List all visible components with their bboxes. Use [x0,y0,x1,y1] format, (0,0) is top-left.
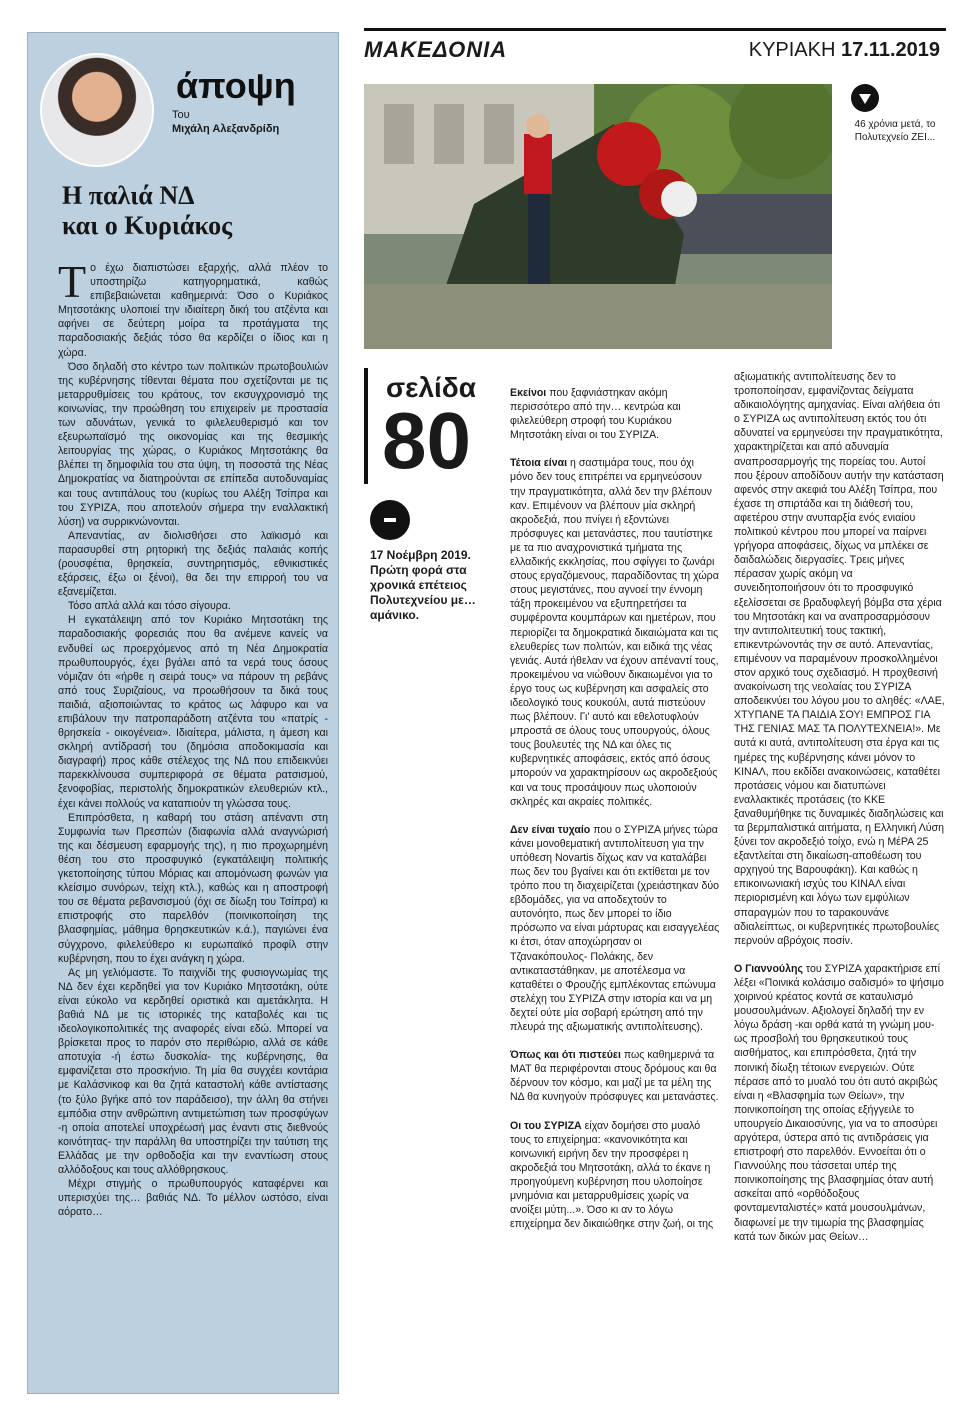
opinion-headline [62,181,332,241]
headline-line-2: και ο Κυριάκος [62,211,233,240]
paragraph-text: του ΣΥΡΙΖΑ χαρακτήρισε επί λέξει «Ποινικά κολάσιμο σαδισμό» το ψήσιμο χοιρινού κρέατος κοντά σε καταυλισμό μουσουλμάνων. Αξιολογεί δηλαδή την εν λόγω δράση -και ορθά κατά τη γνώμη μου- ως προσβολή του θρησκευτικού τους αισθήματος, και επιπρόσθετα, ζητά την ποινική δίωξη τέτοιων ενεργειών. Ούτε πέρασε από το μυαλό του ότι αυτό ακριβώς είναι η «Βλασφημία των Θείων», την ποινικοποίηση της οποίας εξήγγειλε το υπουργείο Δικαιοσύνης, για να το αποσύρει αργότερα, ύστερα από τις αντιδράσεις για επιστροφή στο παρελθόν. Εννοείται ότι ο Γιαννούλης που τάσσεται υπέρ της ποινικοποίησης της βλασφημίας όταν αυτή ασκείται από «ορθόδοξους φονταμενταλιστές» κατά μουσουλμάνων, διαφωνεί με την τιμωρία της βλασφημίας κατά των δικών μας Θείων… [734,962,944,1243]
paragraph: Τόσο απλά αλλά και τόσο σίγουρα. [68,600,231,613]
paragraph-lead: Τέτοια είναι [510,457,568,470]
photo-illustration [364,84,832,349]
column-paragraph [734,370,946,948]
column-paragraph [510,456,720,808]
paragraph: Απεναντίας, αν διολισθήσει στο λαϊκισμό και παρασυρθεί στη ρητορική της δεξιάς παλαιάς κοπής (ρουσφέτια, θρησκεία, συντηρητισμός, εθνικιστικές εξάρσεις, έξω οι ξένοι), θα δει την επιρροή του να εξανεμίζεται. [58,529,328,599]
paragraph-text: είχαν δομήσει στο μυαλό τους το επιχείρημα: «κανονικότητα και κοινωνική ειρήνη δεν την προσφέρει η ακροδεξιά του Μητσοτάκη, αλλά το έκανε η προηγούμενη κυβέρνηση που υλοποίησε μνημόνια και μεταρρυθμίσεις χωρίς να ανοίξει μύτη...». Όσο κι αν το λόγω επιχείρημα δεν δικαιώθηκε στην ζωή, οι της [510,1119,714,1231]
column-paragraph [510,1048,720,1104]
column-a [510,386,720,1245]
opinion-body [58,256,328,1219]
minus-icon [370,500,410,540]
paragraph: ο έχω διαπιστώσει εξαρχής, αλλά πλέον το υποστηρίζω κατηγορηματικά, καθώς επιβεβαιώνεται καθημερινά: Όσο ο Κυριάκος Μητσοτάκης υλοποιεί την ιδιαίτερη δική του ατζέντα και αφήνει σε δεύτερη μοίρα τα προτάγματα της παραδοσιακής δεξιάς τόσο θα κερδίζει ο ίδιος και η χώρα. [58,262,328,359]
paragraph-text: που ο ΣΥΡΙΖΑ μήνες τώρα κάνει μονοθεματική αντιπολίτευση για την υπόθεση Novartis δίχως καν να καταλάβει πως δεν του βγαίνει και ότι εκτίθεται με τον τρόπο που τη διαχειρίζεται (χρειάστηκαν δύο εβδομάδες, για να αποδεχτούν το αυτονόητο, πως δεν μπορεί το ίδιο πρόσωπο να είναι μάρτυρας και εισαγγελέας κι έτσι, όταν αποχώρησαν οι Τζανακόπουλος- Πολάκης, δεν αντικαταστάθηκαν, με αποτέλεσμα να καταθέτει ο Φρουζής εμπλέκοντας επώνυμα στελέχη του ΣΥΡΙΖΑ στην ιστορία και να μη δεχτεί ούτε μία σοβαρή ερώτηση από την πλευρά της αξιωματικής αντιπολίτευσης). [510,823,720,1034]
page-word: σελίδα [386,372,476,403]
opinion-column [27,32,339,1394]
author-avatar [40,53,154,167]
paragraph: Η εγκατάλειψη από τον Κυριάκο Μητσοτάκη της παραδοσιακής φορεσιάς που θα ανέμενε κανείς να ενδυθεί ως προερχόμενος από τη Νέα Δημοκρατία πρωθυπουργός, έχει βγάλει από τα νερά τους όσους νόμιζαν ότι «ήρθε η σειρά τους» να πάρουν τη ρεβάνς από τους Συριζαίους, να προωθήσουν τα δικά τους παιδιά, αξιοποιώντας το κράτος ως λάφυρο και να επιβάλουν την πατροπαράδοτη ατζέντα του «πατρίς - θρησκεία - οικογένεια». Ιδιαίτερα, μάλιστα, η άμεση και σκληρή αντίδρασή του (δημόσια αποδοκιμασία και διαγραφή) προς κάθε στέλεχος της ΝΔ που επιδεικνύει παρεκκλίνουσα συμπεριφορά σε θέματα ρατσισμού, ξενοφοβίας, περιστολής δημοκρατικών ελευθεριών κτλ., έχει κάνει πολλούς να καταπιούν τη γλώσσα τους. [58,614,328,810]
photo-caption: 46 χρόνια μετά, το Πολυτεχνείο ΖΕΙ... [854,119,936,143]
masthead: ΜΑΚΕΔΟΝΙΑ [364,37,508,62]
author-prefix: Του [172,109,190,121]
headline-line-1: Η παλιά ΝΔ [62,181,195,210]
day: ΚΥΡΙΑΚΗ [748,39,836,61]
paragraph-lead: Δεν είναι τυχαίο [510,823,591,836]
column-b [734,370,946,1258]
page-number: 80 [382,396,471,485]
page-reference [364,368,498,484]
dateline [749,39,940,62]
news-photo [364,84,832,349]
paragraph-lead: Ο Γιαννούλης [734,962,803,975]
paragraph: Επιπρόσθετα, η καθαρή του στάση απέναντι στη Συμφωνία των Πρεσπών (διαφωνία αλλά αναγνώρισή της και δέσμευση εφαρμογής της), η πιο προχωρημένη θέση του στο προσφυγικό (εγκατάλειψη πολιτικής γκετοποίησης τύπου Μόριας και απομόνωση φωνών για κλείσιμο συνόρων, τείχη κτλ.), καθώς και η αποστροφή του σε θέματα ρεβανσισμού (όχι σε δίωξη του Τσίπρα) κι επιστροφής στο παρελθόν (ποινικοποίηση της βλασφημίας, μάθημα θρησκευτικών κ.ά.), παγιώνει ένα σύγχρονο, φιλελεύθερο κι ευρωπαϊκό προφίλ στην κυβέρνηση, που το έχει ανάγκη η χώρα. [58,811,328,965]
section-label: άποψη [176,65,296,106]
column-paragraph [510,386,720,442]
paragraph-text: η σαστιμάρα τους, που όχι μόνο δεν τους επιτρέπει να ερμηνεύσουν την πραγματικότητα, αλλά δεν την βλέπουν καν. Επιμένουν να βλέπουν μία σκληρή ακροδεξιά, που πνίγει ή εξοντώνει πρόσφυγες και μετανάστες, που ταυτίστηκε με τα πιο αναχρονιστικά τμήματα της ελλαδικής εκκλησίας, που σφίγγει το ζωνάρι στους εργαζόμενους, παραδίδοντας τη χώρα στους μεγιστάνες, που αγνοεί την έννομη τάξη προκειμένου να εξυπηρετήσει τα συμφέροντα κουμπάρων και ημετέρων, που περιορίζει τα δημοκρατικά δικαιώματα και τις ελευθερίες των πολιτών, και ειδικά της νέας γενιάς. Αυτά ήθελαν να έχουν απέναντί τους, προκειμένου να νιώθουν δικαιωμένοι για το έργο τους ως κυβέρνηση και ασφαλείς στο ιδεολογικό τους κουκούλι, αυτά πιστεύουν πως βλέπουν. Γι' αυτό και εθελοτυφλούν μπροστά σε όλους τους υπουργούς, όλους τους βουλευτές της ΝΔ και όλες τις κυβερνητικές αποφάσεις, εκτός από όσους μπορούν να χαρακτηρίσουν ως ακροδεξιούς και να τους προσάψουν πως υλοποιούν σκληρές και ακραίες πολιτικές. [510,457,719,808]
paragraph-text: πως καθημερινά τα ΜΑΤ θα περιφέρονται στους δρόμους και θα δέρνουν τον κόσμο, και μαζί με τα μέλη της ΝΔ θα κυνηγούν πρόσφυγες και μετανάστες. [510,1049,719,1104]
column-paragraph [734,962,946,1244]
paragraph-lead: Όπως και ότι πιστεύει [510,1049,621,1062]
paragraph: Μέχρι στιγμής ο πρωθυπουργός καταφέρνει και υπερισχύει της… βαθιάς ΝΔ. Το μέλλον ωστόσο, είναι αόρατο… [58,1178,328,1219]
paragraph-lead: Εκείνοι [510,387,547,399]
page-caption: 17 Νοέμβρη 2019. Πρώτη φορά στα χρονικά επέτειος Πολυτεχνείου με… αμάνικο. [370,548,476,622]
page-header [364,28,946,67]
paragraph-text: αξιωματικής αντιπολίτευσης δεν το τροποποίησαν, εμφανίζοντας δείγματα αδικαιολόγητης αμηχανίας. Είναι αλήθεια ότι ο ΣΥΡΙΖΑ ως αντιπολίτευση εκτός του ότι αδυνατεί να ερμηνεύσει την πραγματικότητα, χαρακτηρίζεται και από αδυναμία αναπροσαρμογής της πορείας του. Αυτοί που ξέρουν αποδίδουν αυτήν την κατάσταση αφενός στην ακεφιά του Αλέξη Τσίπρα, που έχασε τη σπιρτάδα και τη διάθεσή του, αφετέρου στην ανυπαρξία ενός ενιαίου πολιτικού κέντρου που μπορεί να παίρνει γρήγορα αποφάσεις, δίχως να μπλέκει σε δαιδαλώδεις διεργασίες. Τρεις μήνες πέρασαν χωρίς ακόμη να συνειδητοποιήσουν ότι το προσφυγικό εξελίσσεται σε βραδυφλεγή βόμβα στα χέρια του Μητσοτάκη και να αναπροσαρμόσουν την αντιπολιτευτική τους τακτική, επικεντρώνοντάς την σε αυτό. Απεναντίας, επιμένουν να παραμένουν προσκολλημένοι στον αρχικό τους σχεδιασμό. Η προχθεσινή ανακοίνωση της νεολαίας του ΣΥΡΙΖΑ αποδεικνύει του λόγου μου το αληθές: «ΛΑΕ, ΧΤΥΠΑΝΕ ΤΑ ΠΑΙΔΙΑ ΣΟΥ! ΕΜΠΡΟΣ ΓΙΑ ΤΗΣ ΓΕΝΙΑΣ ΜΑΣ ΤΑ ΠΟΛΥΤΕΧΝΕΙΑ!». Με αυτά κι αυτά, αντιπολίτευση στα έργα και τις ημέρες της κυβέρνησης κάνει μόνον το ΚΙΝΑΛ, που εκδίδει ανακοινώσεις, καταθέτει προτάσεις νόμου και διατυπώνει εναλλακτικές προτάσεις (το ΚΚΕ ξαναθυμήθηκε τις δυναμικές διαδηλώσεις και τα βερμπαλιστικά αιτήματα, η Ελληνική Λύση ξύνει τον ακροδεξιό τοίχο, ενώ η ΜέΡΑ 25 εξαντλείται στη δικαίωση-αποθέωση του αρχηγού της Βαρουφάκη). Και καθώς η επικοινωνιακή ισχύς του ΚΙΝΑΛ είναι περιορισμένη και λόγω των εμφύλιων σπαραγμών που το ταρακουνάνε αδιαλείπτως, οι κυβερνητικές πρωτοβουλίες περνούν αβρόχοις ποσίν. [734,371,945,947]
paragraph: Ας μη γελιόμαστε. Το παιχνίδι της φυσιογνωμίας της ΝΔ δεν έχει κερδηθεί για τον Κυριάκο Μητσοτάκη, ούτε είναι εύκολο να κερδηθεί οριστικά και αμετάκλητα. Η βαθιά ΝΔ με τις ιστορικές της καταβολές και τις ιδεολογικοπολιτικές της αναφορές είναι εδώ. Μπορεί να βρίσκεται προς το παρόν στο περιθώριο, αλλά σε κάθε αποτυχία -ή έστω δυσκολία- της κυβέρνησης, θα εμφανίζεται στο προσκήνιο. Τη μία θα συγχέει κοντάρια με Καλάσνικοφ και θα ζητά καταστολή κάθε αντίστασης (το ξύλο βγήκε από τον παράδεισο), την άλλη θα στήνει εμπόδια στην ανθρώπινη αντιμετώπιση των προσφύγων -η οποία αποτελεί υποχρέωσή μας έναντι στις διεθνούς κοινότητας- την παράλλη θα υποστηρίζει την ταύτιση της Ελλάδας με την ορθοδοξία και την εναντίωση στους αλλόδοξους και τους αλλόθρησκους. [58,966,328,1176]
column-paragraph [510,823,720,1034]
paragraph-text: που ξαφνιάστηκαν ακόμη περισσότερο από την… κεντρώα και φιλελεύθερη στροφή του Κυριάκου Μητσοτάκη είναι οι του ΣΥΡΙΖΑ. [510,387,681,442]
column-paragraph [510,1119,720,1232]
down-arrow-icon [851,84,879,112]
paragraph: Όσο δηλαδή στο κέντρο των πολιτικών πρωτοβουλιών της κυβέρνησης τίθενται θέματα που σχετίζονται με τις μεταρρυθμίσεις του κράτους, τον εκσυγχρονισμό της κοινωνίας, την προώθηση του επιχειρείν με προστασία των αδυνάτων, γενικά το φιλελευθερισμό και τον εξευρωπαϊσμό της οικονομίας και της θεσμικής λειτουργίας της χώρας, ο Κυριάκος Μητσοτάκης θα βλέπει τη δημοφιλία του στα ύψη, τη ποσοστά της Νέας Δημοκρατίας να διατηρούνται σε επίπεδα αυτοδυναμίας και τους αντιπάλους του (κυρίως του Αλέξη Τσίπρα και του ΣΥΡΙΖΑ, που αποτελούν σήμερα την εναλλακτική λύση) να συρρικνώνονται. [58,360,328,528]
dropcap: Τ [58,256,87,307]
paragraph-lead: Οι του ΣΥΡΙΖΑ [510,1119,582,1132]
date: 17.11.2019 [841,39,940,61]
author-name: Μιχάλη Αλεξανδρίδη [172,123,280,135]
